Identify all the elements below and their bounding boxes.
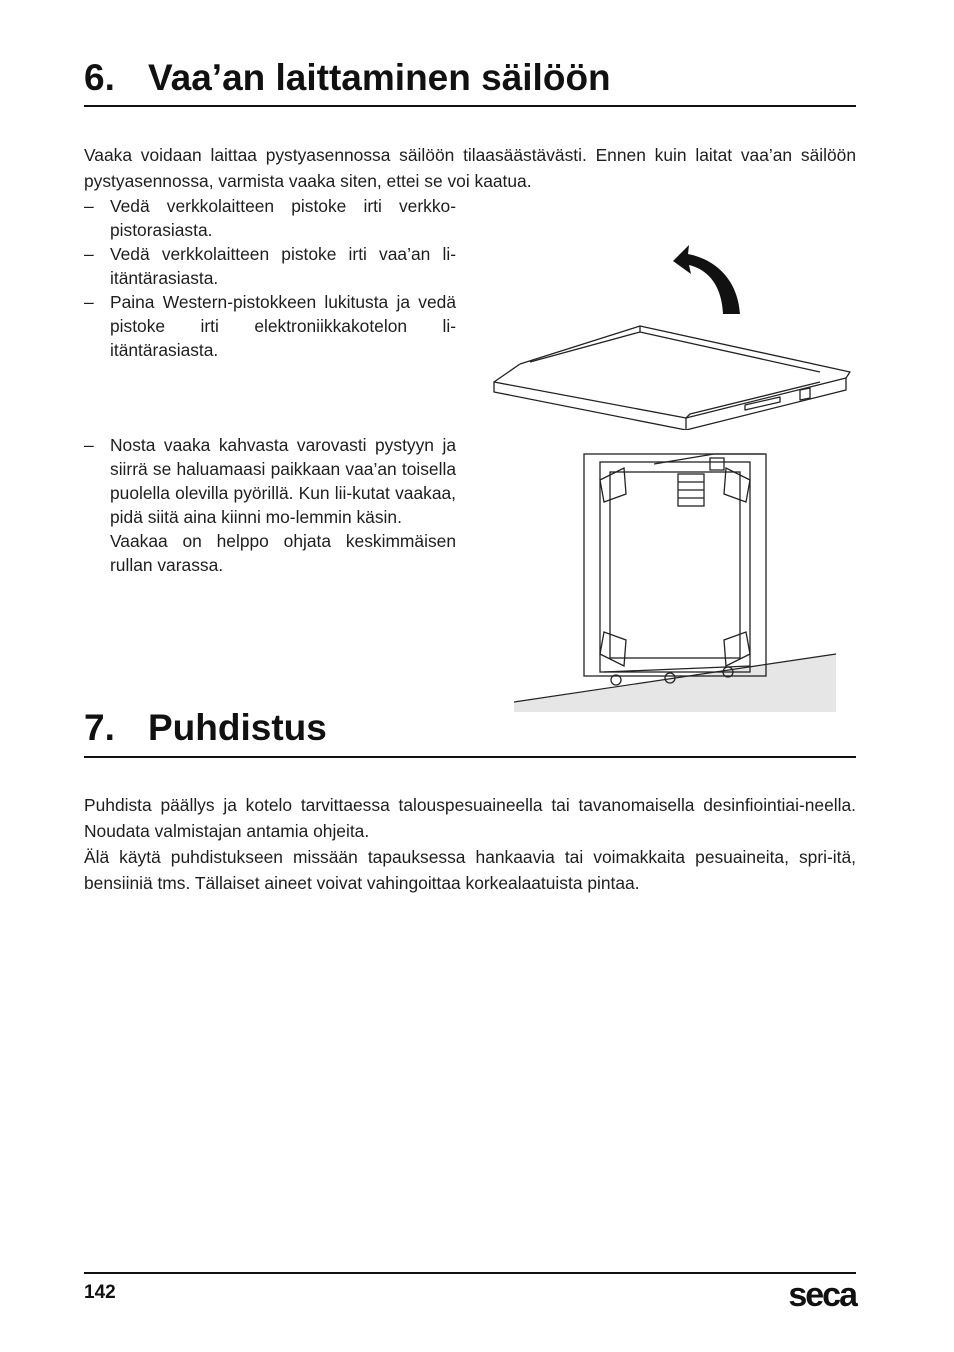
section-7-number: 7.: [84, 707, 115, 748]
rotate-arrow-icon: [673, 245, 740, 314]
bullet-dash: –: [84, 435, 94, 455]
bullet-dash: –: [84, 292, 94, 312]
note-text: Vaakaa on helppo ohjata keskimmäisen rullan varassa.: [110, 531, 456, 575]
svg-text:seca: seca: [788, 1276, 856, 1314]
section-7-heading: [84, 706, 856, 758]
bullet-list-unplug: [84, 194, 456, 362]
bullet-list-lift: [84, 433, 456, 577]
cleaning-paragraph-2: Älä käytä puhdistukseen missään tapauksessa hankaavia tai voimakkaita pesuaineita, spri-itä, bensiiniä tms. Tällaiset aineet voivat vahingoittaa korkealaatuista pintaa.: [84, 847, 856, 893]
list-item: – Vedä verkkolaitteen pistoke irti vaa’an li-itäntärasiasta.: [84, 244, 456, 288]
section-6-number: 6.: [84, 57, 115, 98]
list-item: – Nosta vaaka kahvasta varovasti pystyyn ja siirrä se haluamaasi paikkaan vaa’an toisella puolella olevilla pyörillä. Kun lii-kutat vaakaa, pidä siitä aina kiinni mo-lemmin käsin.: [84, 435, 456, 527]
bullet-dash: –: [84, 244, 94, 264]
bullet-dash: –: [84, 196, 94, 216]
list-item: – Vedä verkkolaitteen pistoke irti verkko-pistorasiasta.: [84, 196, 456, 240]
seca-logo: [778, 1274, 858, 1314]
section-6-heading: [84, 56, 856, 107]
scale-tilt-illustration: [490, 240, 856, 430]
cleaning-paragraph-1: Puhdista päällys ja kotelo tarvittaessa talouspesuaineella tai tavanomaisella desinfiointiai-neella. Noudata valmistajan antamia ohjeita.: [84, 795, 856, 841]
section-6-title: Vaa’an laittaminen säilöön: [148, 57, 611, 98]
page-number: 142: [84, 1282, 116, 1303]
intro-paragraph: Vaaka voidaan laittaa pystyasennossa säilöön tilaasäästävästi. Ennen kuin laitat vaa’an säilöön pystyasennossa, varmista vaaka siten, ettei se voi kaatua.: [84, 145, 856, 191]
list-item: – Paina Western-pistokkeen lukitusta ja vedä pistoke irti elektroniikkakotelon li-itäntärasiasta.: [84, 292, 456, 360]
scale-upright-illustration: [514, 440, 838, 712]
footer-divider: [84, 1272, 856, 1274]
section-7-title: Puhdistus: [148, 707, 327, 748]
